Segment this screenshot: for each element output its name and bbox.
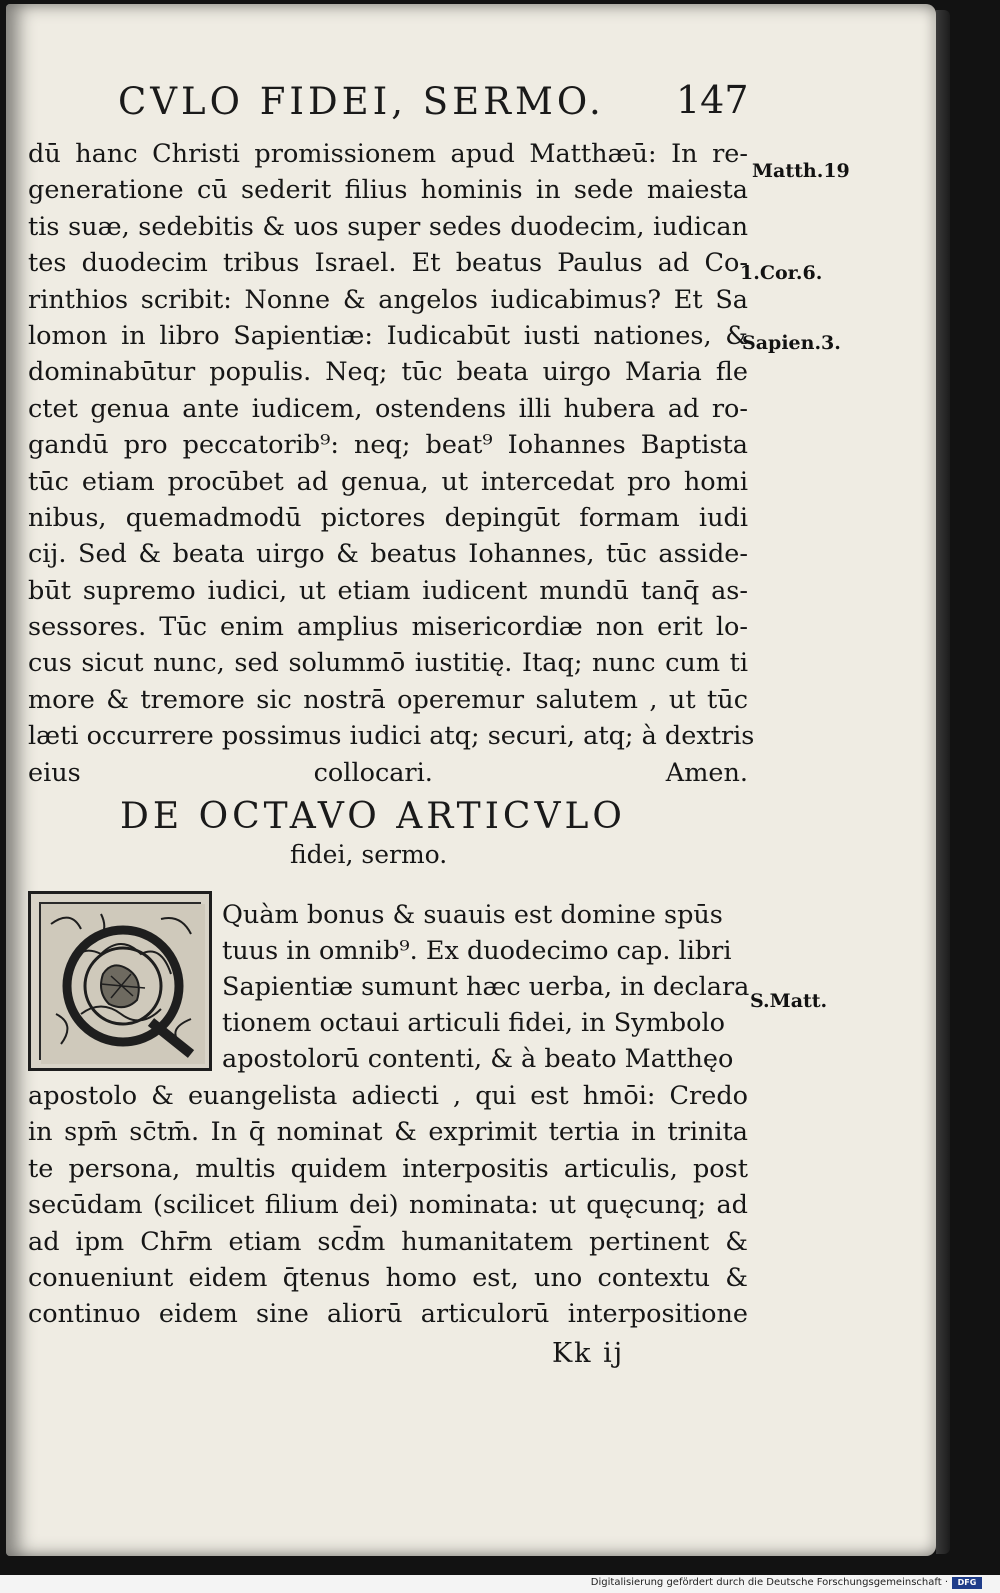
text-line: ad ipm Chr̄m etiam scd̄m humanitatem pertinent &: [28, 1226, 748, 1257]
text-line: apostolorū contenti, & à beato Matthęo: [222, 1044, 734, 1074]
decorated-initial-q: [28, 891, 212, 1071]
text-line: dū hanc Christi promissionem apud Matthæū: In re-: [28, 139, 748, 169]
text-line: tis suæ, sedebitis & uos super sedes duodecim, iudican: [28, 211, 748, 242]
text-line: būt supremo iudici, ut etiam iudicent mundū tanq̄ as-: [28, 575, 748, 606]
text-line: nibus, quemadmodū pictores depingūt formam iudi: [28, 502, 748, 533]
text-line: læti occurrere possimus iudici atq; securi, atq; à dextris: [28, 721, 755, 752]
text-line: more & tremore sic nostrā operemur salutem , ut tūc: [28, 684, 748, 715]
text-line: Quàm bonus & suauis est domine spūs: [222, 900, 723, 930]
marginal-note-smat: S.Matt.: [750, 990, 828, 1012]
text-line: dominabūtur populis. Neq; tūc beata uirgo Maria fle: [28, 357, 748, 388]
text-line: tionem octaui articuli fidei, in Symbolo: [222, 1008, 725, 1038]
body-text-block-2: [28, 1078, 748, 1333]
body-text-block-1: [28, 136, 755, 791]
footer-credit: Digitalisierung gefördert durch die Deutsche Forschungsgemeinschaft ·: [590, 1577, 948, 1588]
text-line: tuus in omnib⁹. Ex duodecimo cap. libri: [222, 936, 732, 966]
dfg-logo-icon: DFG: [952, 1577, 982, 1589]
text-line: rinthios scribit: Nonne & angelos iudicabimus? Et Sa: [28, 284, 748, 315]
text-line: tūc etiam procūbet ad genua, ut intercedat pro homi: [28, 466, 748, 497]
page-number: 147: [676, 78, 749, 122]
signature-mark: Kk ij: [552, 1338, 625, 1369]
text-line: generatione cū sederit filius hominis in sede maiesta: [28, 175, 748, 206]
text-line: gandū pro peccatorib⁹: neq; beat⁹ Iohannes Baptista: [28, 430, 748, 461]
text-line: lomon in libro Sapientiæ: Iudicabūt iusti nationes, &: [28, 320, 748, 351]
text-line: tes duodecim tribus Israel. Et beatus Paulus ad Co-: [28, 248, 748, 279]
text-line: in spm̄ sc̄tm̄. In q̄ nominat & exprimit tertia in trinita: [28, 1117, 748, 1148]
text-line: apostolo & euangelista adiecti , qui est hmōi: Credo: [28, 1081, 748, 1111]
section-subheading: fidei, sermo.: [290, 840, 448, 869]
text-line: secūdam (scilicet filium dei) nominata: ut quęcunq; ad: [28, 1190, 748, 1221]
marginal-note-sapien: Sapien.3.: [742, 332, 841, 354]
text-line: cus sicut nunc, sed solummō iustitię. Itaq; nunc cum ti: [28, 648, 748, 679]
text-line: continuo eidem sine aliorū articulorū interpositione: [28, 1299, 748, 1330]
woodcut-initial-icon: [41, 904, 205, 1064]
text-line: sessores. Tūc enim amplius misericordiæ non erit lo-: [28, 612, 748, 643]
running-head: CVLO FIDEI, SERMO.: [118, 80, 605, 123]
marginal-note-cor: 1.Cor.6.: [740, 262, 823, 284]
text-line: te persona, multis quidem interpositis articulis, post: [28, 1153, 748, 1184]
body-text-indented: [222, 897, 748, 1077]
text-line: conueniunt eidem q̄tenus homo est, uno contextu &: [28, 1262, 748, 1293]
section-heading: DE OCTAVO ARTICVLO: [120, 796, 626, 837]
page-edge: [936, 10, 950, 1554]
text-line: Sapientiæ sumunt hæc uerba, in declara: [222, 972, 750, 1002]
marginal-note-matth: Matth.19: [752, 160, 850, 182]
text-line: cij. Sed & beata uirgo & beatus Iohannes, tūc asside-: [28, 539, 748, 570]
initial-frame: [39, 902, 201, 1060]
text-line: ctet genua ante iudicem, ostendens illi hubera ad ro-: [28, 393, 748, 424]
text-line: eius collocari. Amen.: [28, 757, 748, 788]
